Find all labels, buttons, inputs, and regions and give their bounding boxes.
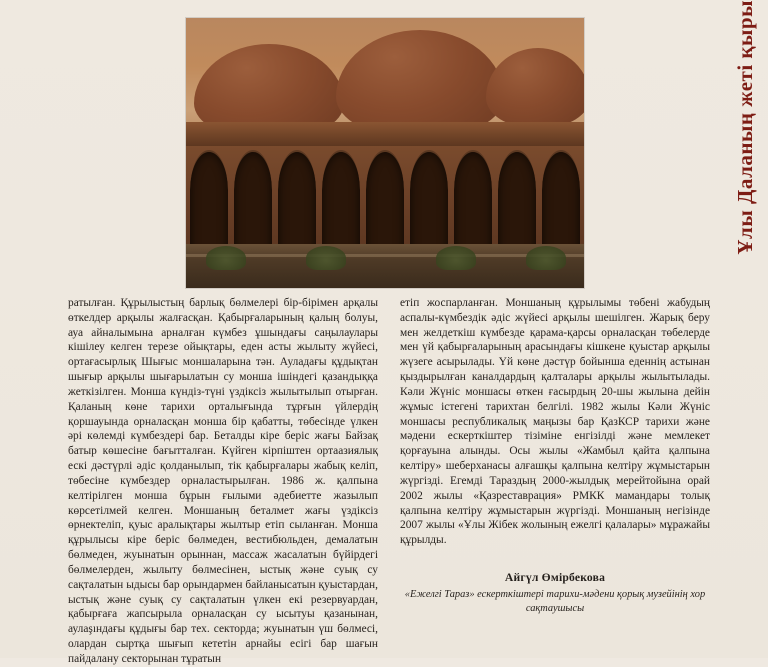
foreground-ground — [186, 244, 584, 288]
body-text-columns — [68, 296, 710, 665]
author-name: Айгүл Өмірбекова — [504, 571, 606, 585]
author-signature-block — [400, 570, 710, 616]
running-head-vertical — [722, 0, 768, 300]
author-role: «Ежелгі Тараз» ескерткіштері тарихи-мәдени қорық музейінің хор сақтаушысы — [404, 588, 706, 614]
historic-bathhouse-photograph — [186, 18, 584, 288]
text-column-left — [68, 296, 378, 665]
paragraph-left: ратылған. Құрылыстың барлық бөлмелері бір-бірімен арқалы өткелдер арқылы жалғасқан. Қабырғаларының қалың болуы, ауа айналымына арналған күмбез ұшындағы саңылаулары кішілеу келген терезе ойықтары, еден асты жылыту жүйесі, ортағасырлық Шығыс моншаларына тән. Ауладағы құдықтан шығыр арқылы шығарылатын су монша ішіндегі қазандыққа жеткізілген. Монша күндіз-түні үздіксіз жылытылып отырған. Қаланың көне тарихи орталығында тұрғын үйлердің қоршауында орналасқан монша бір қабатты, төбесінде үлкен әрі көлемді күмбездері бар. Беталды кіре беріс жағы Байзақ батыр көшесіне бағытталған. Күйген кірпіштен ортаазиялық ескі дәстүрлі әдіс қолданылып, тік қабырғалары жабық келіп, төбесіне күмбездер орналастырылған. 1986 ж. қалпына келтірілген монша бұрын ғылыми әдебиетте жазылып көрсетілмей келген. Моншаның беталмет жағы үздіксіз өрнектеліп, қуыс аралықтары жылтыр етіп сыланған. Монша құрылысы кіре беріс бөлмеден, вестибюльден, демалатын бөлмеден, жуынатын орыннан, массаж жасалатын бүйірдегі бөлмелерден, жылыту бөлмесінен, ыстық және суық су сақталатын ыдысы бар орындармен байланысатын қуыстардан, ыстық және суық су сақталатын үлкен екі резервуардан, қабырғаға жапсырыла орналасқан су ысытуы қазанынан, аулаşıндағы құдығы бар тех. секторда; жуынатын үш бөлмесі, олардан сыртқа шығып кететін арнайы есігі бар шағын пайдалану секторынан тұратын — [68, 297, 378, 665]
shrub — [306, 246, 346, 270]
text-column-right — [400, 296, 710, 642]
running-head-text: Ұлы Даланың жеті қыры — [732, 0, 757, 255]
paragraph-right: етіп жоспарланған. Моншаның құрылымы төбені жабудың аспалы-күмбездік әдіс жүйесі арқылы шешілген. Жарық беру мен желдеткіш күмбезде қарама-қарсы орналасқан төбелерде мен үй қабырғаларының арасындағы кішкене қуыстар арқылы жүзеге асырылады. Үй көне дәстүр бойынша еденнің астынан қыздырылған каналдардың қалталары арқылы жылытылады. Кәли Жүніс моншасы өткен ғасырдың 20-шы жылына дейін жұмыс істегені тарихтан белгілі. 1982 жылы Кәли Жүніс моншасы республикалық маңызы бар ҚазКСР тарихи және мәдени ескерткіштер тізіміне енгізілді және мемлекет қорғауына алынды. Осы жылы «Жамбыл қайта қалпына келтіру» шеберханасы алғашқы қалпына келтіру жұмыстарын жүргізді. Егемді Тараздың 2000-жылдық мерейтойына орай 2002 жылы «Қазреставрация» РМКК мамандары толық қалпына келтіру жұмыстарын жүргізді. Моншаның негізінде 2007 жылы «Ұлы Жібек жолының ежелгі қалалары» мұражайы құрылды. — [400, 297, 710, 547]
shrub — [526, 246, 566, 270]
roof-band — [186, 122, 584, 146]
dome-shape-right — [486, 48, 584, 128]
shrub — [206, 246, 246, 270]
shrub — [436, 246, 476, 270]
photo-image — [186, 18, 584, 288]
